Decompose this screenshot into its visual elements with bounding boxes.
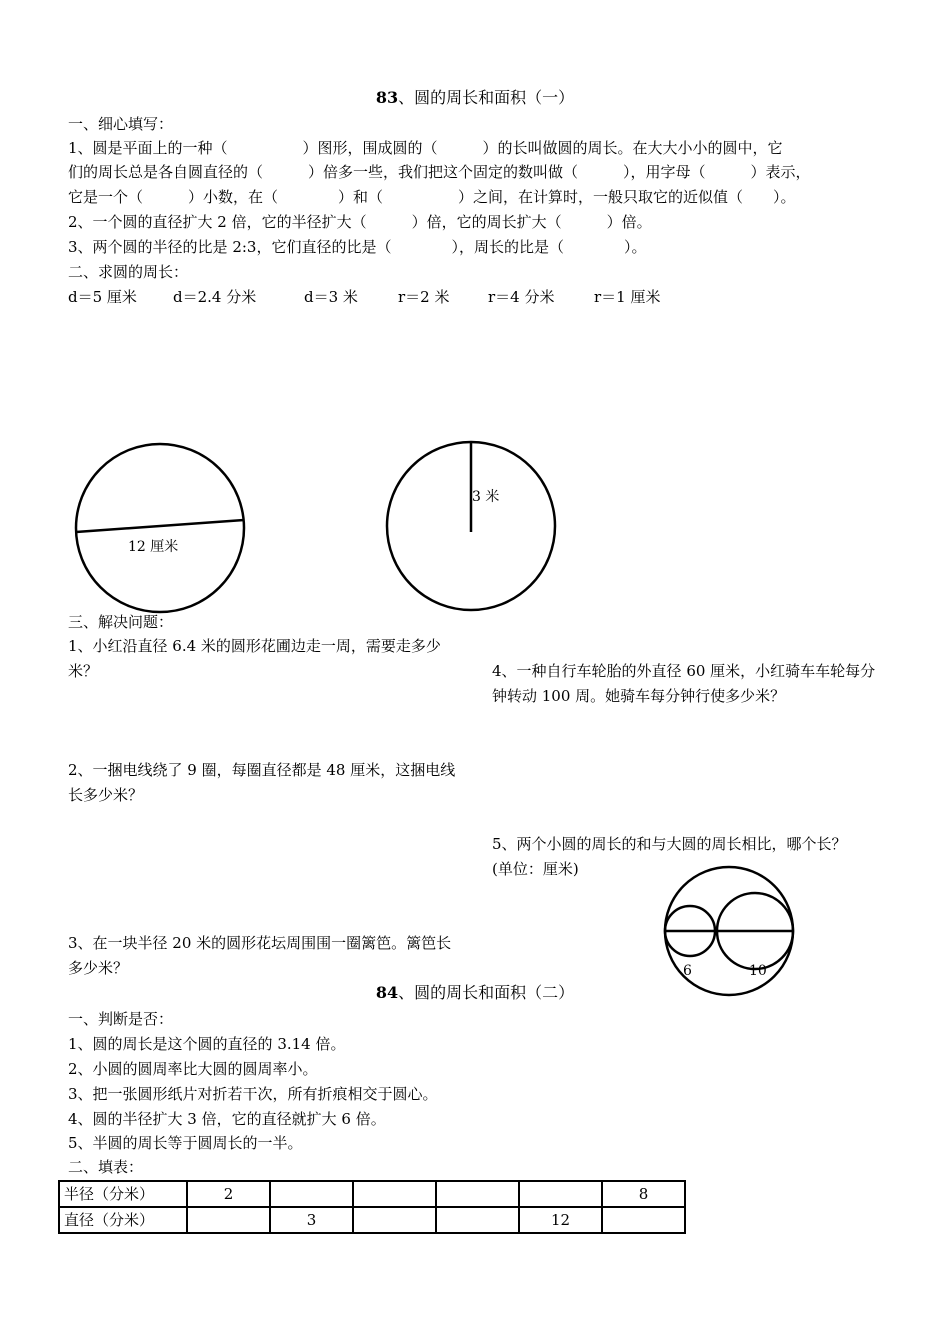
table-cell[interactable]: [270, 1181, 353, 1207]
problem-5-line1: 5、两个小圆的周长的和与大圆的周长相比，哪个长？: [492, 835, 847, 853]
judge-item: 4、圆的半径扩大 3 倍，它的直径就扩大 6 倍。: [68, 1110, 386, 1128]
circumference-item: d＝3 米: [304, 288, 358, 306]
circle-radius-figure: [385, 440, 557, 612]
table-row: [59, 1181, 685, 1207]
table-cell[interactable]: 3: [270, 1207, 353, 1233]
q3: 3、两个圆的半径的比是 2:3，它们直径的比是（ ），周长的比是（ ）。: [68, 238, 647, 256]
row-header-radius: 半径（分米）: [59, 1181, 187, 1207]
table-heading: 二、填表：: [68, 1158, 144, 1176]
q1-line1: 1、圆是平面上的一种（ ）图形，围成圆的（ ）的长叫做圆的周长。在大大小小的圆中，它: [68, 139, 783, 157]
diameter-label: 12 厘米: [128, 539, 179, 555]
table-cell[interactable]: [436, 1181, 519, 1207]
table-cell[interactable]: 12: [519, 1207, 602, 1233]
section-83-title-text: 、圆的周长和面积（一）: [398, 88, 575, 107]
table-cell[interactable]: [187, 1207, 270, 1233]
table-cell[interactable]: [519, 1181, 602, 1207]
table-cell[interactable]: [353, 1181, 436, 1207]
section-84-title-text: 、圆的周长和面积（二）: [398, 983, 575, 1002]
judge-item: 3、把一张圆形纸片对折若干次，所有折痕相交于圆心。: [68, 1085, 438, 1103]
large-circle-label: 10: [749, 963, 767, 979]
problem-2: 2、一捆电线绕了 9 圈，每圈直径都是 48 厘米，这捆电线长多少米？: [68, 761, 456, 804]
problem-4: 4、一种自行车轮胎的外直径 60 厘米，小红骑车车轮每分钟转动 100 周。她骑车每分钟行使多少米？: [492, 662, 876, 705]
problem-3: 3、在一块半径 20 米的圆形花坛周围围一圈篱笆。篱笆长多少米？: [68, 934, 452, 977]
part2-heading: 二、求圆的周长：: [68, 263, 189, 281]
circumference-item: d＝5 厘米: [68, 288, 137, 306]
section-83-number: 83: [375, 88, 399, 107]
section-84-title: [0, 981, 950, 1005]
part1-heading: 一、细心填写：: [68, 115, 174, 133]
table-cell[interactable]: 2: [187, 1181, 270, 1207]
judge-item: 1、圆的周长是这个圆的直径的 3.14 倍。: [68, 1035, 346, 1053]
table-cell[interactable]: [353, 1207, 436, 1233]
radius-label: 3 米: [472, 489, 500, 505]
table-cell[interactable]: [436, 1207, 519, 1233]
table-row: [59, 1207, 685, 1233]
radius-diameter-table: [58, 1180, 686, 1234]
problem-1: 1、小红沿直径 6.4 米的圆形花圃边走一周，需要走多少米？: [68, 637, 441, 680]
q1-line2: 们的周长总是各自圆直径的（ ）倍多一些，我们把这个固定的数叫做（ ），用字母（ ）表示，: [68, 163, 811, 181]
circumference-item: r＝4 分米: [488, 288, 555, 306]
circumference-item: d＝2.4 分米: [173, 288, 257, 306]
row-header-diameter: 直径（分米）: [59, 1207, 187, 1233]
small-circle-label: 6: [683, 963, 692, 979]
circumference-item: r＝2 米: [398, 288, 450, 306]
q1-line3: 它是一个（ ）小数，在（ ）和（ ）之间，在计算时，一般只取它的近似值（ ）。: [68, 188, 796, 206]
q2: 2、一个圆的直径扩大 2 倍，它的半径扩大（ ）倍，它的周长扩大（ ）倍。: [68, 213, 652, 231]
section-84-number: 84: [375, 983, 399, 1002]
judge-heading: 一、判断是否：: [68, 1010, 174, 1028]
table-cell[interactable]: 8: [602, 1181, 685, 1207]
section-83-title: [0, 86, 950, 110]
table-cell[interactable]: [602, 1207, 685, 1233]
part3-heading: 三、解决问题：: [68, 613, 174, 631]
problem-5-line2: (单位：厘米): [492, 860, 579, 878]
circumference-item: r＝1 厘米: [594, 288, 661, 306]
circle-diameter-figure: [74, 442, 246, 614]
two-circles-figure: [663, 867, 797, 997]
judge-item: 5、半圆的周长等于圆周长的一半。: [68, 1134, 303, 1152]
judge-item: 2、小圆的圆周率比大圆的圆周率小。: [68, 1060, 318, 1078]
